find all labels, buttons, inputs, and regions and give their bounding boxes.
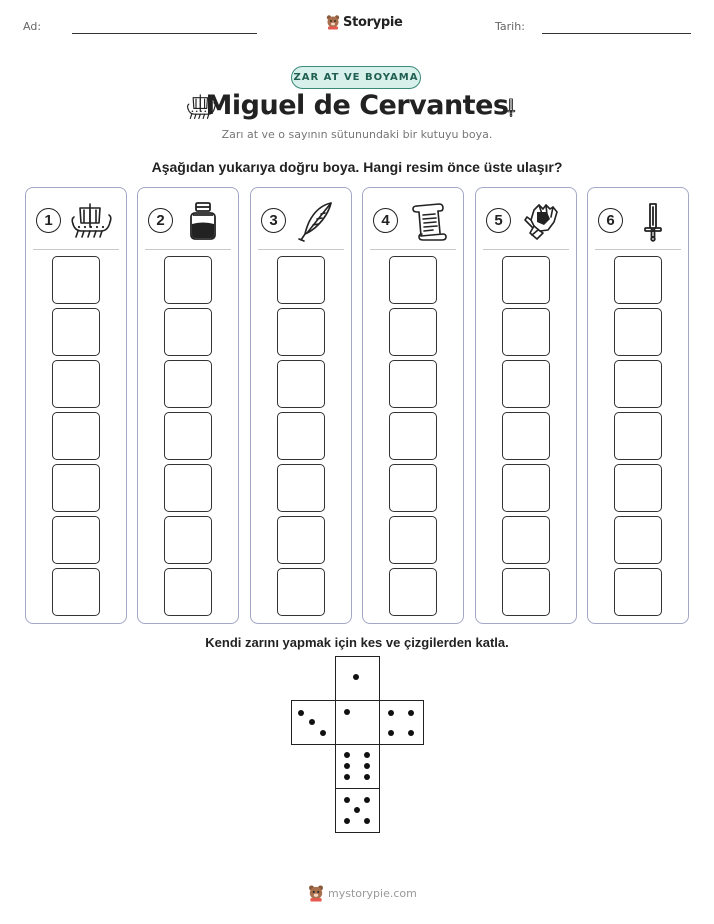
color-box[interactable] — [52, 308, 100, 356]
die-pip — [320, 730, 326, 736]
subtitle: Zarı at ve o sayının sütunundaki bir kutuyu boya. — [221, 128, 493, 141]
color-box[interactable] — [164, 360, 212, 408]
column-header — [373, 200, 455, 240]
scroll-icon — [407, 200, 449, 242]
column-header — [486, 200, 568, 240]
die-pip — [388, 730, 394, 736]
column-header — [36, 200, 118, 240]
column-number: 4 — [373, 208, 398, 233]
color-box[interactable] — [52, 256, 100, 304]
color-box[interactable] — [502, 412, 550, 460]
dice-columns — [25, 187, 690, 624]
die-pip — [388, 710, 394, 716]
die-pip — [364, 797, 370, 803]
die-pip — [298, 710, 304, 716]
color-box[interactable] — [614, 256, 662, 304]
die-pip — [364, 752, 370, 758]
color-box[interactable] — [52, 464, 100, 512]
column-number: 2 — [148, 208, 173, 233]
bear-icon — [308, 884, 324, 902]
color-box[interactable] — [164, 256, 212, 304]
color-box[interactable] — [52, 360, 100, 408]
color-box[interactable] — [52, 516, 100, 564]
column-3 — [250, 187, 352, 624]
color-box[interactable] — [502, 256, 550, 304]
color-box[interactable] — [614, 360, 662, 408]
column-number: 5 — [486, 208, 511, 233]
color-box[interactable] — [164, 308, 212, 356]
column-2 — [137, 187, 239, 624]
die-face-1-center — [335, 700, 380, 745]
name-label: Ad: — [23, 20, 42, 33]
die-face-5 — [335, 788, 380, 833]
footer — [308, 884, 417, 902]
color-box[interactable] — [389, 308, 437, 356]
die-pip — [344, 818, 350, 824]
column-header — [261, 200, 343, 240]
color-box[interactable] — [52, 412, 100, 460]
gauntlet-icon — [520, 200, 562, 242]
column-4 — [362, 187, 464, 624]
die-pip — [354, 807, 360, 813]
color-box[interactable] — [389, 412, 437, 460]
color-box[interactable] — [389, 516, 437, 564]
column-divider — [145, 249, 231, 250]
column-divider — [370, 249, 456, 250]
die-pip — [408, 710, 414, 716]
color-box[interactable] — [277, 256, 325, 304]
color-box[interactable] — [614, 464, 662, 512]
column-header — [598, 200, 680, 240]
die-face-4 — [379, 700, 424, 745]
column-6 — [587, 187, 689, 624]
color-box[interactable] — [614, 568, 662, 616]
color-box[interactable] — [389, 256, 437, 304]
die-pip — [353, 674, 359, 680]
die-pip — [364, 774, 370, 780]
die-pip — [364, 763, 370, 769]
color-box[interactable] — [164, 568, 212, 616]
color-box[interactable] — [164, 412, 212, 460]
die-pip — [309, 719, 315, 725]
ink-bottle-icon — [182, 200, 224, 242]
die-pip — [344, 752, 350, 758]
color-box[interactable] — [389, 360, 437, 408]
column-1 — [25, 187, 127, 624]
color-box[interactable] — [164, 464, 212, 512]
activity-badge: ZAR AT VE BOYAMA — [291, 66, 421, 89]
die-pip — [408, 730, 414, 736]
column-divider — [595, 249, 681, 250]
column-divider — [33, 249, 119, 250]
die-face-1 — [335, 656, 380, 701]
color-box[interactable] — [164, 516, 212, 564]
bear-icon — [326, 14, 340, 30]
die-face-3 — [291, 700, 336, 745]
color-box[interactable] — [277, 308, 325, 356]
column-number: 6 — [598, 208, 623, 233]
color-box[interactable] — [389, 568, 437, 616]
color-box[interactable] — [614, 412, 662, 460]
die-pip — [344, 774, 350, 780]
column-number: 3 — [261, 208, 286, 233]
column-5 — [475, 187, 577, 624]
color-box[interactable] — [614, 308, 662, 356]
color-box[interactable] — [502, 464, 550, 512]
column-number: 1 — [36, 208, 61, 233]
sword-icon — [632, 200, 674, 242]
sword-icon — [501, 91, 521, 123]
color-box[interactable] — [277, 360, 325, 408]
color-box[interactable] — [502, 360, 550, 408]
color-box[interactable] — [502, 568, 550, 616]
die-pip — [344, 709, 350, 715]
die-pip — [364, 818, 370, 824]
color-box[interactable] — [52, 568, 100, 616]
column-divider — [483, 249, 569, 250]
die-face-6 — [335, 744, 380, 789]
color-box[interactable] — [502, 516, 550, 564]
brand-name: Storypie — [343, 14, 403, 30]
color-box[interactable] — [277, 516, 325, 564]
color-box[interactable] — [389, 464, 437, 512]
die-pip — [344, 763, 350, 769]
viking-ship-icon — [70, 200, 112, 242]
column-header — [148, 200, 230, 240]
date-label: Tarih: — [495, 20, 525, 33]
coloring-instruction: Aşağıdan yukarıya doğru boya. Hangi resim önce üste ulaşır? — [151, 159, 563, 175]
color-box[interactable] — [277, 464, 325, 512]
brand-logo — [326, 14, 403, 30]
color-box[interactable] — [614, 516, 662, 564]
name-line[interactable] — [72, 33, 257, 34]
color-box[interactable] — [277, 412, 325, 460]
column-divider — [258, 249, 344, 250]
die-pip — [344, 797, 350, 803]
color-box[interactable] — [277, 568, 325, 616]
date-line[interactable] — [542, 33, 691, 34]
die-instruction: Kendi zarını yapmak için kes ve çizgilerden katla. — [205, 635, 509, 650]
quill-icon — [295, 200, 337, 242]
page-title: Miguel de Cervantes — [205, 90, 509, 121]
footer-url[interactable]: mystorypie.com — [328, 886, 417, 900]
color-box[interactable] — [502, 308, 550, 356]
